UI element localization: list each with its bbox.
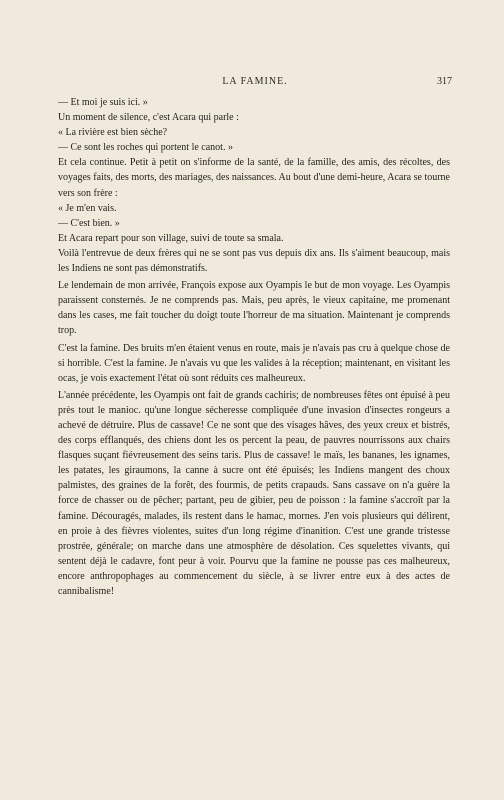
paragraph: Le lendemain de mon arrivée, François expose aux Oyampis le but de mon voyage. Les Oyampis paraissent consternés. Je ne comprends pas. Mais, peu après, le vieux capitaine, me promenant dans les cases, me fait toucher du doigt toute l'horreur de ma situation. Maintenant je comprends trop. (58, 280, 450, 337)
paragraph: Un moment de silence, c'est Acara qui parle : (58, 112, 239, 124)
paragraph: Et cela continue. Petit à petit on s'informe de la santé, de la famille, des amis, des récoltes, des voyages faits, des morts, des mariages, des naissances. Au bout d'une demi-heure, Acara se tourne vers son frère : (58, 157, 450, 199)
paragraph: Voilà l'entrevue de deux frères qui ne se sont pas vus depuis dix ans. Ils s'aiment beaucoup, mais les Indiens ne sont pas démonstratifs. (58, 247, 450, 275)
page-header (58, 76, 452, 90)
paragraph: — Et moi je suis ici. » (58, 97, 148, 108)
paragraph: « La rivière est bien sèche? (58, 127, 168, 139)
paragraph: « Je m'en vais. (58, 202, 117, 214)
paragraph: — Ce sont les roches qui portent le canot. » (58, 142, 233, 154)
paragraph: — C'est bien. » (58, 217, 120, 229)
running-title: LA FAMINE. (222, 76, 288, 87)
paragraph: Et Acara repart pour son village, suivi de toute sa smala. (58, 232, 284, 244)
paragraph: L'année précédente, les Oyampis ont fait de grands cachiris; de nombreuses fêtes ont épuisé à peu près tout le manioc. qu'une longue sécheresse compliquée d'une invasion d'insectes rongeurs a achevé de détruire. Plus de cassave! Ce ne sont que des visages hâves, des yeux creux et bistrés, des corps efflanqués, des chiens dont les os percent la peau, de pauvres nourrissons aux chairs flasques suçant fiévreusement des seins taris. Plus de cassave! le maïs, les bananes, les ignames, les patates, les giraumons, la canne à sucre ont été épuisés; les Indiens mangent des choux palmistes, des graines de la forêt, des fourmis, de petits crapauds. Sans cassave on n'a guère la force de chasser ou de pêcher; partant, peu de gibier, peu de poisson : la famine s'accroît par la famine. Découragés, malades, ils restent dans le hamac, mornes. J'en vois plusieurs qui délirent, en proie à des fièvres violentes, suites d'un long régime d'inanition. C'est une grande tristesse prostrée, générale; on marche dans une atmosphère de désolation. Ces squelettes vivants, qui sentent déjà le cadavre, font peur à voir. Pourvu que la famine ne pousse pas ces malheureux, encore anthropophages au commencement du siècle, à se livrer entre eux à des actes de cannibalisme! (58, 389, 450, 597)
paragraph: C'est la famine. Des bruits m'en étaient venus en route, mais je n'avais pas cru à quelque chose de si horrible. C'est la famine. Je n'avais vu que les valides à la réception; maintenant, en visitant les ocas, je vois exactement l'état où sont réduits ces malheureux. (58, 342, 450, 384)
body-text (58, 95, 450, 599)
page-number: 317 (437, 76, 452, 87)
